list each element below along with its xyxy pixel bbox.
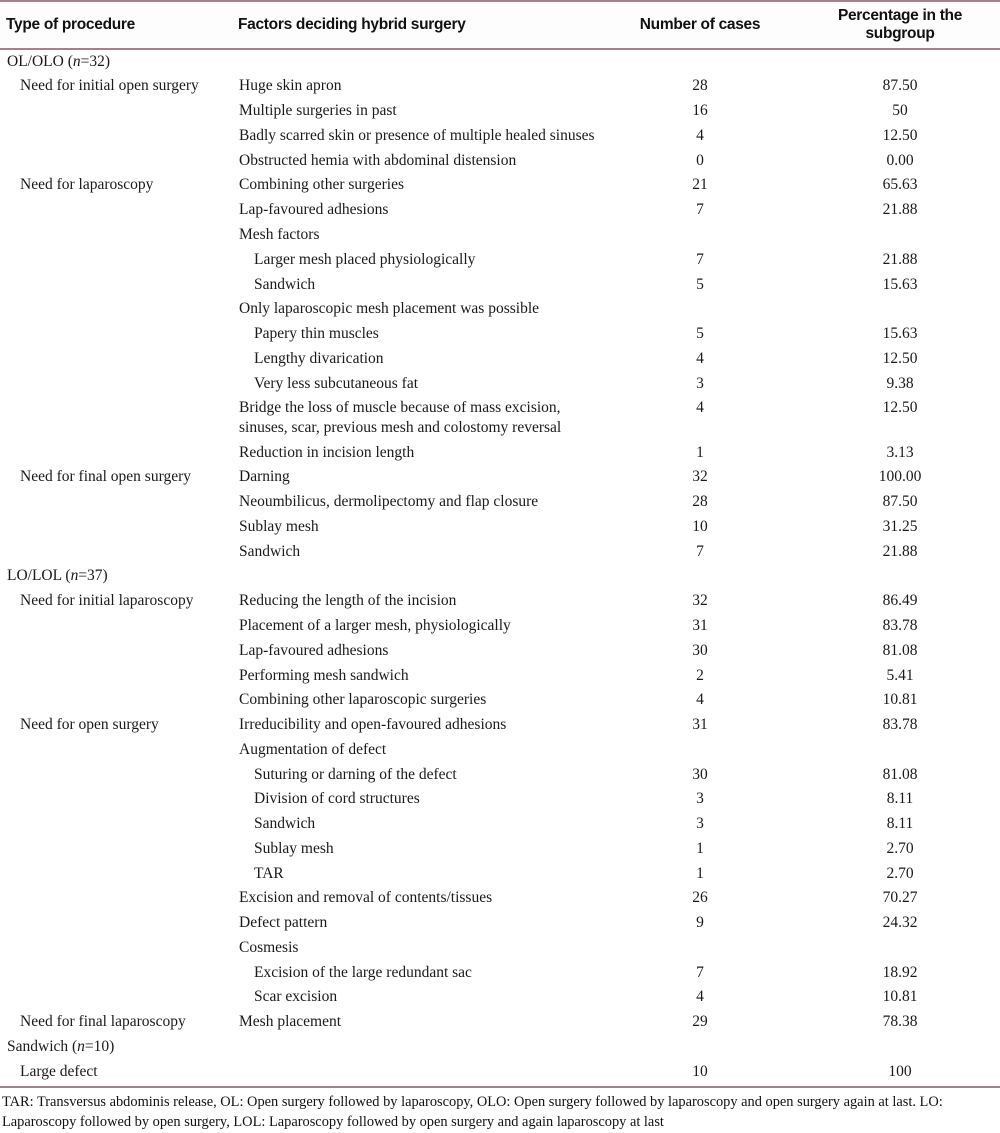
cell-number-of-cases: 1 bbox=[696, 864, 704, 882]
cell-number-of-cases: 10 bbox=[600, 1060, 800, 1087]
cell-type-of-procedure bbox=[0, 911, 232, 936]
table-row bbox=[0, 372, 1000, 397]
cell-type-of-procedure bbox=[0, 862, 232, 887]
cell-number-of-cases: 3 bbox=[696, 790, 704, 808]
cell-factor: Sublay mesh bbox=[254, 839, 334, 857]
cell-number-of-cases: 4 bbox=[696, 126, 704, 144]
table-row bbox=[0, 961, 1000, 986]
cell-factor: Excision and removal of contents/tissues bbox=[239, 889, 493, 907]
cell-type-of-procedure: Need for final open surgery bbox=[20, 468, 192, 486]
cell-type-of-procedure bbox=[0, 223, 232, 248]
cell-factor bbox=[232, 1035, 600, 1060]
cell-number-of-cases: 32 bbox=[692, 592, 708, 610]
cell-percentage: 3.13 bbox=[886, 443, 914, 461]
cell-number-of-cases: 26 bbox=[692, 889, 708, 907]
table-row bbox=[0, 911, 1000, 936]
table-row bbox=[0, 273, 1000, 298]
cell-percentage: 83.78 bbox=[882, 616, 918, 634]
cell-type-of-procedure bbox=[0, 787, 232, 812]
table-header bbox=[0, 1, 1000, 49]
table-row bbox=[0, 589, 1000, 614]
table-row bbox=[0, 74, 1000, 99]
cell-factor: Sandwich bbox=[254, 815, 316, 833]
cell-factor: Neoumbilicus, dermolipectomy and flap closure bbox=[239, 493, 539, 511]
cell-type-of-procedure bbox=[0, 372, 232, 397]
table-row bbox=[0, 223, 1000, 248]
table-row bbox=[0, 664, 1000, 689]
cell-factor: Placement of a larger mesh, physiologically bbox=[239, 616, 511, 634]
cell-type-of-procedure bbox=[0, 614, 232, 639]
cell-number-of-cases: 5 bbox=[696, 275, 704, 293]
cell-percentage: 8.11 bbox=[886, 790, 914, 808]
table-row bbox=[0, 322, 1000, 347]
cell-type-of-procedure bbox=[0, 664, 232, 689]
cell-number-of-cases: 16 bbox=[692, 102, 708, 120]
cell-percentage: 65.63 bbox=[882, 176, 918, 194]
cell-type-of-procedure bbox=[0, 812, 232, 837]
cell-number-of-cases: 9 bbox=[696, 914, 704, 932]
footnote-line-2: last. LO: Laparoscopy followed by open surgery, LOL: Laparoscopy followed by open surgery and again laparoscopy at last bbox=[2, 1093, 943, 1131]
column-header-type-of-procedure: Type of procedure bbox=[0, 1, 232, 49]
cell-number-of-cases: 1 bbox=[696, 443, 704, 461]
cell-factor bbox=[232, 1060, 600, 1087]
cell-number-of-cases: 30 bbox=[692, 641, 708, 659]
cell-number-of-cases: 10 bbox=[692, 517, 708, 535]
table-row bbox=[0, 149, 1000, 174]
cell-factor: Irreducibility and open-favoured adhesions bbox=[239, 716, 507, 734]
cell-number-of-cases: 7 bbox=[696, 542, 704, 560]
cell-percentage: 81.08 bbox=[882, 765, 918, 783]
cell-percentage: 2.70 bbox=[886, 839, 914, 857]
cell-percentage: 5.41 bbox=[886, 666, 914, 684]
cell-factor: Darning bbox=[239, 468, 290, 486]
table-row bbox=[0, 540, 1000, 565]
table-row bbox=[0, 985, 1000, 1010]
table-row bbox=[0, 49, 1000, 75]
cell-factor: Larger mesh placed physiologically bbox=[254, 250, 476, 268]
cell-percentage: 81.08 bbox=[882, 641, 918, 659]
cell-type-of-procedure bbox=[0, 99, 232, 124]
cell-factor: Combining other laparoscopic surgeries bbox=[239, 691, 487, 709]
cell-type-of-procedure bbox=[0, 540, 232, 565]
cell-type-of-procedure: Need for initial open surgery bbox=[20, 77, 199, 95]
table-row bbox=[0, 248, 1000, 273]
cell-percentage bbox=[800, 297, 1000, 322]
table-row bbox=[0, 837, 1000, 862]
cell-factor: Huge skin apron bbox=[239, 77, 342, 95]
table-row bbox=[0, 396, 1000, 440]
footnote-line-1: TAR: Transversus abdominis release, OL: Open surgery followed by laparoscopy, OLO: Open surgery followed by laparoscopy and open surgery again at bbox=[2, 1093, 889, 1110]
cell-number-of-cases: 31 bbox=[692, 616, 708, 634]
cell-type-of-procedure: Need for laparoscopy bbox=[20, 176, 154, 194]
cell-number-of-cases: 7 bbox=[696, 250, 704, 268]
cell-factor: Sandwich bbox=[254, 275, 316, 293]
cell-number-of-cases: 7 bbox=[696, 963, 704, 981]
cell-number-of-cases bbox=[600, 297, 800, 322]
cell-percentage: 86.49 bbox=[882, 592, 918, 610]
table-footnote bbox=[0, 1088, 1000, 1133]
cell-percentage: 15.63 bbox=[882, 275, 918, 293]
cell-factor: Excision of the large redundant sac bbox=[254, 963, 472, 981]
sample-size-symbol: n bbox=[77, 1038, 85, 1055]
cell-factor: Sandwich bbox=[239, 542, 301, 560]
cell-factor: Lap-favoured adhesions bbox=[239, 641, 389, 659]
cell-type-of-procedure bbox=[0, 396, 232, 440]
cell-percentage: 21.88 bbox=[882, 250, 918, 268]
cell-type-of-procedure bbox=[0, 273, 232, 298]
cell-type-of-procedure: Need for open surgery bbox=[20, 716, 159, 734]
cell-percentage bbox=[800, 49, 1000, 75]
cell-number-of-cases: 29 bbox=[692, 1013, 708, 1031]
cell-percentage: 83.78 bbox=[882, 716, 918, 734]
cell-type-of-procedure bbox=[0, 124, 232, 149]
cell-factor: Suturing or darning of the defect bbox=[254, 765, 457, 783]
cell-factor: TAR bbox=[254, 864, 284, 882]
cell-type-of-procedure bbox=[0, 886, 232, 911]
cell-type-of-procedure bbox=[0, 149, 232, 174]
cell-type-of-procedure bbox=[0, 639, 232, 664]
cell-percentage: 18.92 bbox=[882, 963, 918, 981]
cell-percentage: 9.38 bbox=[886, 374, 914, 392]
cell-number-of-cases: 28 bbox=[692, 493, 708, 511]
cell-type-of-procedure bbox=[0, 248, 232, 273]
cell-percentage: 100.00 bbox=[878, 468, 922, 486]
cell-percentage: 50 bbox=[892, 102, 908, 120]
cell-factor: Badly scarred skin or presence of multiple healed sinuses bbox=[239, 126, 595, 144]
cell-factor: Scar excision bbox=[254, 988, 338, 1006]
table-row bbox=[0, 1035, 1000, 1060]
table-row bbox=[0, 124, 1000, 149]
table-row bbox=[0, 688, 1000, 713]
table-row bbox=[0, 99, 1000, 124]
cell-factor bbox=[232, 49, 600, 75]
cell-factor: Mesh placement bbox=[239, 1013, 342, 1031]
table-row bbox=[0, 1060, 1000, 1087]
cell-type-of-procedure: Large defect bbox=[0, 1060, 232, 1087]
table-row bbox=[0, 763, 1000, 788]
cell-type-of-procedure: Need for final laparoscopy bbox=[20, 1013, 186, 1031]
table-row bbox=[0, 787, 1000, 812]
table-row bbox=[0, 812, 1000, 837]
cell-number-of-cases bbox=[600, 564, 800, 589]
cell-factor: Papery thin muscles bbox=[254, 325, 379, 343]
table-row bbox=[0, 564, 1000, 589]
cell-number-of-cases bbox=[600, 738, 800, 763]
cell-percentage: 21.88 bbox=[882, 201, 918, 219]
table-row bbox=[0, 936, 1000, 961]
cell-percentage: 10.81 bbox=[882, 988, 918, 1006]
cell-number-of-cases: 3 bbox=[696, 374, 704, 392]
cell-number-of-cases bbox=[600, 1035, 800, 1060]
cell-percentage: 31.25 bbox=[882, 517, 918, 535]
cell-type-of-procedure: OL/OLO (n=32) bbox=[7, 52, 111, 70]
cell-percentage: 2.70 bbox=[886, 864, 914, 882]
cell-type-of-procedure: Need for initial laparoscopy bbox=[20, 592, 194, 610]
cell-factor: Defect pattern bbox=[239, 914, 328, 932]
cell-number-of-cases: 4 bbox=[696, 988, 704, 1006]
cell-factor: Mesh factors bbox=[239, 225, 320, 243]
cell-factor: Lap-favoured adhesions bbox=[239, 201, 389, 219]
cell-percentage: 21.88 bbox=[882, 542, 918, 560]
table-row bbox=[0, 738, 1000, 763]
table-row bbox=[0, 347, 1000, 372]
cell-percentage: 10.81 bbox=[882, 691, 918, 709]
cell-type-of-procedure bbox=[0, 441, 232, 466]
cell-factor: Only laparoscopic mesh placement was possible bbox=[239, 300, 540, 318]
cell-type-of-procedure bbox=[0, 297, 232, 322]
column-header-factors: Factors deciding hybrid surgery bbox=[232, 1, 600, 49]
cell-type-of-procedure bbox=[0, 961, 232, 986]
cell-type-of-procedure bbox=[0, 763, 232, 788]
cell-percentage: 8.11 bbox=[886, 815, 914, 833]
cell-factor: Augmentation of defect bbox=[239, 740, 387, 758]
cell-factor: Reduction in incision length bbox=[239, 443, 415, 461]
cell-number-of-cases: 4 bbox=[696, 349, 704, 367]
cell-number-of-cases bbox=[600, 936, 800, 961]
cell-factor: Combining other surgeries bbox=[239, 176, 405, 194]
cell-factor: Reducing the length of the incision bbox=[239, 592, 457, 610]
cell-number-of-cases: 4 bbox=[696, 691, 704, 709]
column-header-percentage: Percentage in the subgroup bbox=[800, 1, 1000, 49]
cell-type-of-procedure: LO/LOL (n=37) bbox=[7, 567, 108, 585]
table-row bbox=[0, 639, 1000, 664]
table-row bbox=[0, 713, 1000, 738]
cell-number-of-cases: 0 bbox=[696, 151, 704, 169]
cell-type-of-procedure bbox=[0, 688, 232, 713]
cell-percentage: 87.50 bbox=[882, 77, 918, 95]
cell-number-of-cases: 32 bbox=[692, 468, 708, 486]
cell-type-of-procedure bbox=[0, 738, 232, 763]
cell-percentage: 12.50 bbox=[882, 349, 918, 367]
cell-number-of-cases: 31 bbox=[692, 716, 708, 734]
table-row bbox=[0, 614, 1000, 639]
cell-factor bbox=[232, 564, 600, 589]
cell-type-of-procedure bbox=[0, 347, 232, 372]
cell-factor: Very less subcutaneous fat bbox=[254, 374, 418, 392]
cell-factor: Lengthy divarication bbox=[254, 349, 384, 367]
cell-percentage: 24.32 bbox=[882, 914, 918, 932]
cell-percentage: 15.63 bbox=[882, 325, 918, 343]
cell-percentage bbox=[800, 738, 1000, 763]
cell-factor: Sublay mesh bbox=[239, 517, 319, 535]
cell-type-of-procedure bbox=[0, 837, 232, 862]
cell-percentage bbox=[800, 1035, 1000, 1060]
cell-number-of-cases: 7 bbox=[696, 201, 704, 219]
sample-size-symbol: n bbox=[72, 52, 81, 70]
cell-percentage: 0.00 bbox=[886, 151, 914, 169]
cell-type-of-procedure bbox=[0, 490, 232, 515]
cell-number-of-cases: 2 bbox=[696, 666, 704, 684]
cell-type-of-procedure: Sandwich (n=10) bbox=[7, 1038, 115, 1055]
sample-size-symbol: n bbox=[70, 567, 79, 585]
table-row bbox=[0, 173, 1000, 198]
table-body bbox=[0, 49, 1000, 1087]
cell-number-of-cases bbox=[600, 223, 800, 248]
cell-number-of-cases: 28 bbox=[692, 77, 708, 95]
table-row bbox=[0, 886, 1000, 911]
cell-number-of-cases: 3 bbox=[696, 815, 704, 833]
cell-percentage: 70.27 bbox=[882, 889, 918, 907]
cell-percentage: 100 bbox=[800, 1060, 1000, 1087]
table-row bbox=[0, 490, 1000, 515]
cell-type-of-procedure bbox=[0, 515, 232, 540]
table-row bbox=[0, 297, 1000, 322]
cell-percentage: 78.38 bbox=[882, 1013, 918, 1031]
cell-percentage: 12.50 bbox=[882, 126, 918, 144]
cell-type-of-procedure bbox=[0, 985, 232, 1010]
cell-number-of-cases: 1 bbox=[696, 839, 704, 857]
cell-percentage bbox=[800, 936, 1000, 961]
cell-factor: Performing mesh sandwich bbox=[239, 666, 409, 684]
table-row bbox=[0, 862, 1000, 887]
column-header-number-of-cases: Number of cases bbox=[600, 1, 800, 49]
table-row bbox=[0, 441, 1000, 466]
cell-percentage bbox=[800, 564, 1000, 589]
cell-factor: Obstructed hemia with abdominal distension bbox=[239, 151, 517, 169]
cell-percentage: 87.50 bbox=[882, 493, 918, 511]
cell-number-of-cases: 5 bbox=[696, 325, 704, 343]
table-header-row bbox=[0, 1, 1000, 49]
cell-number-of-cases: 30 bbox=[692, 765, 708, 783]
cell-factor: Cosmesis bbox=[239, 938, 299, 956]
cell-factor: Bridge the loss of muscle because of mass excision, sinuses, scar, previous mesh and colostomy reversal bbox=[239, 399, 562, 437]
table-row bbox=[0, 198, 1000, 223]
cell-type-of-procedure bbox=[0, 322, 232, 347]
cell-number-of-cases: 4 bbox=[696, 399, 704, 417]
cell-percentage: 12.50 bbox=[882, 399, 918, 417]
cell-type-of-procedure bbox=[0, 936, 232, 961]
cell-number-of-cases: 21 bbox=[692, 176, 708, 194]
cell-factor: Multiple surgeries in past bbox=[239, 102, 397, 120]
table-row bbox=[0, 465, 1000, 490]
cell-number-of-cases bbox=[600, 49, 800, 75]
table-row bbox=[0, 515, 1000, 540]
cell-factor: Division of cord structures bbox=[254, 790, 420, 808]
cell-percentage bbox=[800, 223, 1000, 248]
cell-type-of-procedure bbox=[0, 198, 232, 223]
